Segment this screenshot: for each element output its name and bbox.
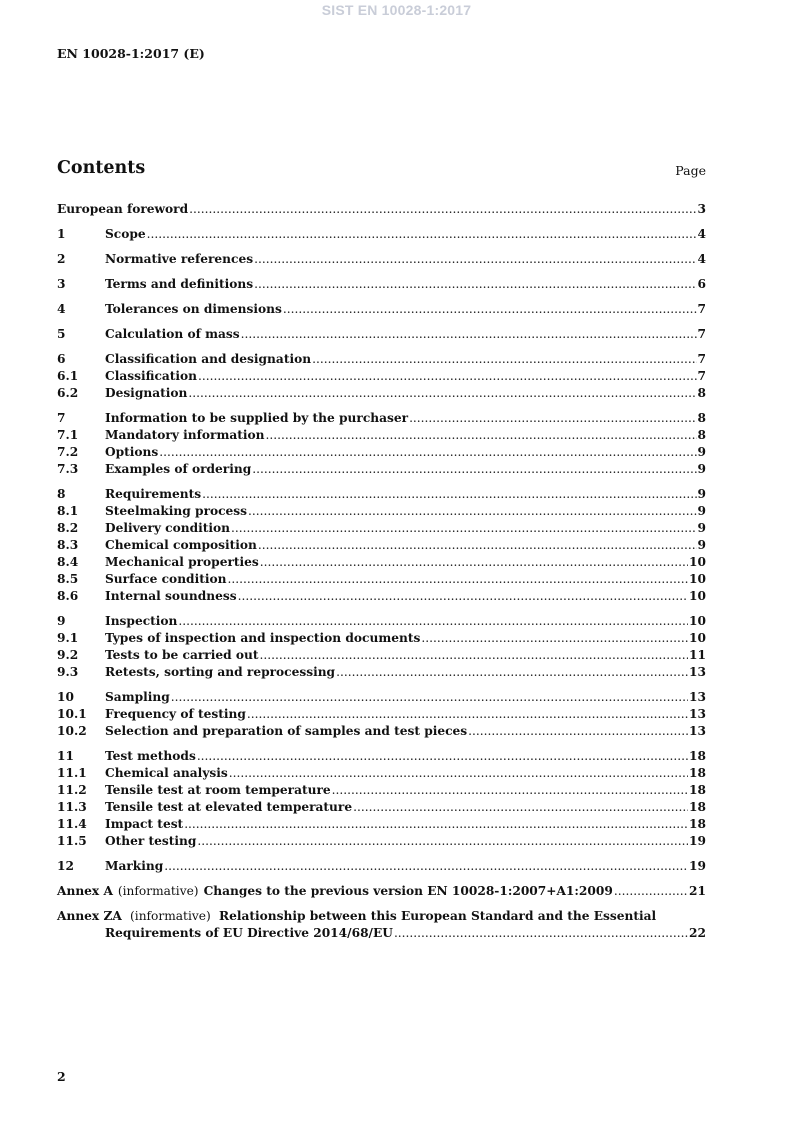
leader-dots (197, 748, 688, 765)
toc-entry[interactable] (57, 689, 706, 706)
table-of-contents (57, 201, 706, 942)
leader-dots (178, 613, 688, 630)
document-id: EN 10028-1:2017 (E) (57, 46, 205, 61)
leader-dots (254, 251, 696, 268)
toc-entry[interactable] (57, 816, 706, 833)
toc-entry[interactable] (57, 520, 706, 537)
toc-entry-title: Other testing (105, 834, 197, 848)
toc-entry-page: 10 (689, 631, 706, 645)
toc-entry-title: Normative references (105, 252, 254, 266)
toc-entry-number: 11.2 (57, 783, 87, 797)
annex-page: 22 (689, 926, 706, 940)
toc-entry[interactable] (57, 201, 706, 218)
toc-entry-number: 7 (57, 411, 66, 425)
toc-entry-page: 7 (697, 302, 706, 316)
annex-title-line2: Requirements of EU Directive 2014/68/EU (105, 926, 393, 940)
toc-entry-number: 8.6 (57, 589, 79, 603)
toc-entry-title: Impact test (105, 817, 184, 831)
toc-entry-page: 4 (697, 252, 706, 266)
toc-entry-number: 12 (57, 859, 74, 873)
toc-entry[interactable] (57, 799, 706, 816)
toc-entry-page: 11 (689, 648, 706, 662)
toc-entry-number: 7.3 (57, 462, 79, 476)
toc-entry-page: 6 (697, 277, 706, 291)
leader-dots (353, 799, 688, 816)
toc-entry-number: 5 (57, 327, 66, 341)
toc-entry-title: Calculation of mass (105, 327, 240, 341)
leader-dots (197, 833, 688, 850)
leader-dots (409, 410, 696, 427)
toc-entry-page: 13 (689, 707, 706, 721)
leader-dots (164, 858, 688, 875)
toc-entry-title: Internal soundness (105, 589, 237, 603)
toc-entry-page: 18 (689, 766, 706, 780)
toc-entry-title: Retests, sorting and reprocessing (105, 665, 336, 679)
toc-entry[interactable] (57, 368, 706, 385)
toc-entry-title: Mandatory information (105, 428, 265, 442)
leader-dots (468, 723, 688, 740)
toc-entry-title: Mechanical properties (105, 555, 259, 569)
toc-entry-page: 9 (697, 462, 706, 476)
toc-entry[interactable] (57, 226, 706, 243)
annex-title-line1: Relationship between this European Standard and the Essential (218, 909, 657, 923)
toc-entry[interactable] (57, 858, 706, 875)
leader-dots (241, 326, 697, 343)
toc-entry-number: 8 (57, 487, 66, 501)
page-number: 2 (57, 1069, 66, 1084)
toc-entry[interactable] (57, 301, 706, 318)
toc-entry[interactable] (57, 351, 706, 368)
leader-dots (266, 427, 697, 444)
toc-entry[interactable] (57, 588, 706, 605)
toc-entry-page: 9 (697, 538, 706, 552)
toc-entry-number: 10.1 (57, 707, 87, 721)
leader-dots (188, 385, 696, 402)
leader-dots (614, 883, 688, 900)
toc-entry-title: Designation (105, 386, 188, 400)
toc-entry-number: 9.2 (57, 648, 79, 662)
toc-entry[interactable] (57, 782, 706, 799)
toc-entry-number: 8.5 (57, 572, 79, 586)
toc-entry-title: Scope (105, 227, 146, 241)
leader-dots (229, 765, 688, 782)
toc-entry-title: Types of inspection and inspection documents (105, 631, 421, 645)
leader-dots (202, 486, 696, 503)
leader-dots (260, 554, 688, 571)
toc-entry-title: Tolerances on dimensions (105, 302, 282, 316)
leader-dots (184, 816, 688, 833)
toc-entry-number: 11.1 (57, 766, 87, 780)
toc-entry-number: 6.1 (57, 369, 79, 383)
toc-entry[interactable] (57, 723, 706, 740)
toc-entry[interactable] (57, 326, 706, 343)
toc-entry-title: Tensile test at elevated temperature (105, 800, 353, 814)
leader-dots (248, 503, 696, 520)
toc-entry-page: 13 (689, 690, 706, 704)
toc-entry[interactable] (57, 706, 706, 723)
toc-entry-page: 4 (697, 227, 706, 241)
toc-entry-title: Classification and designation (105, 352, 312, 366)
annex-kind: (informative) (117, 884, 199, 898)
toc-entry-page: 13 (689, 665, 706, 679)
toc-entry-page: 19 (689, 859, 706, 873)
annex-za-entry[interactable] (57, 908, 706, 942)
toc-entry-number: 7.2 (57, 445, 79, 459)
toc-entry-title: Surface condition (105, 572, 227, 586)
toc-entry-page: 3 (697, 202, 706, 216)
toc-entry-title: Frequency of testing (105, 707, 246, 721)
toc-entry-number: 2 (57, 252, 66, 266)
toc-entry-number: 9.3 (57, 665, 79, 679)
toc-entry[interactable] (57, 554, 706, 571)
toc-entry[interactable] (57, 410, 706, 427)
toc-entry-title: Inspection (105, 614, 178, 628)
contents-title: Contents (57, 158, 146, 178)
toc-entry-title: Test methods (105, 749, 196, 763)
toc-entry-page: 8 (697, 386, 706, 400)
toc-entry-number: 8.1 (57, 504, 79, 518)
toc-entry-number: 9.1 (57, 631, 79, 645)
toc-entry[interactable] (57, 503, 706, 520)
toc-entry-page: 10 (689, 572, 706, 586)
leader-dots (159, 444, 696, 461)
leader-dots (147, 226, 697, 243)
toc-entry-title: Chemical composition (105, 538, 257, 552)
annex-label: Annex A (57, 884, 113, 898)
toc-entry-page: 10 (689, 589, 706, 603)
toc-entry-page: 8 (697, 411, 706, 425)
annex-a-entry[interactable] (57, 883, 706, 900)
toc-entry-number: 8.4 (57, 555, 79, 569)
leader-dots (231, 520, 697, 537)
toc-entry-page: 7 (697, 369, 706, 383)
leader-dots (336, 664, 688, 681)
toc-entry[interactable] (57, 613, 706, 630)
annex-title: Changes to the previous version EN 10028-1:2007+A1:2009 (203, 884, 613, 898)
toc-entry-page: 18 (689, 783, 706, 797)
toc-entry-title: Tests to be carried out (105, 648, 259, 662)
toc-entry-number: 4 (57, 302, 66, 316)
toc-entry-title: Tensile test at room temperature (105, 783, 331, 797)
toc-entry-page: 9 (697, 504, 706, 518)
toc-entry-title: Options (105, 445, 159, 459)
toc-entry-page: 10 (689, 555, 706, 569)
toc-entry-number: 11.3 (57, 800, 87, 814)
toc-entry-number: 6 (57, 352, 66, 366)
toc-entry-number: 3 (57, 277, 66, 291)
toc-entry-page: 9 (697, 487, 706, 501)
toc-entry-page: 7 (697, 352, 706, 366)
toc-entry[interactable] (57, 664, 706, 681)
leader-dots (227, 571, 688, 588)
leader-dots (247, 706, 688, 723)
toc-entry-number: 10 (57, 690, 74, 704)
leader-dots (171, 689, 688, 706)
toc-entry[interactable] (57, 765, 706, 782)
toc-entry[interactable] (57, 537, 706, 554)
leader-dots (238, 588, 688, 605)
toc-entry-title: Terms and definitions (105, 277, 254, 291)
toc-entry-title: Steelmaking process (105, 504, 248, 518)
toc-entry-title: Delivery condition (105, 521, 230, 535)
toc-entry-page: 7 (697, 327, 706, 341)
leader-dots (421, 630, 688, 647)
annex-page: 21 (689, 884, 706, 898)
toc-entry-title: Examples of ordering (105, 462, 252, 476)
toc-entry[interactable] (57, 444, 706, 461)
leader-dots (189, 201, 696, 218)
toc-entry[interactable] (57, 571, 706, 588)
toc-entry-title: Sampling (105, 690, 170, 704)
toc-entry[interactable] (57, 427, 706, 444)
toc-entry-title: Marking (105, 859, 164, 873)
toc-entry-number: 11.4 (57, 817, 87, 831)
leader-dots (198, 368, 697, 385)
toc-entry-title: Classification (105, 369, 198, 383)
toc-entry-number: 10.2 (57, 724, 87, 738)
toc-entry-page: 13 (689, 724, 706, 738)
toc-entry-number: 11.5 (57, 834, 87, 848)
toc-entry[interactable] (57, 630, 706, 647)
leader-dots (332, 782, 688, 799)
toc-entry-title: Information to be supplied by the purchaser (105, 411, 409, 425)
toc-entry-page: 10 (689, 614, 706, 628)
toc-entry-page: 8 (697, 428, 706, 442)
toc-entry-title: European foreword (57, 202, 189, 216)
toc-entry[interactable] (57, 647, 706, 664)
watermark: SIST EN 10028-1:2017 (321, 2, 472, 18)
annex-kind: (informative) (130, 909, 211, 923)
toc-entry-number: 11 (57, 749, 74, 763)
toc-entry-title: Requirements (105, 487, 202, 501)
toc-entry[interactable] (57, 748, 706, 765)
toc-entry[interactable] (57, 486, 706, 503)
toc-entry-page: 18 (689, 800, 706, 814)
leader-dots (259, 647, 688, 664)
toc-entry-title: Selection and preparation of samples and test pieces (105, 724, 468, 738)
toc-entry-number: 1 (57, 227, 66, 241)
toc-entry[interactable] (57, 833, 706, 850)
annex-label: Annex ZA (57, 909, 122, 923)
toc-entry[interactable] (57, 461, 706, 478)
toc-entry-page: 19 (689, 834, 706, 848)
toc-entry-page: 18 (689, 749, 706, 763)
page-column-label: Page (675, 163, 706, 178)
toc-entry-title: Chemical analysis (105, 766, 228, 780)
leader-dots (254, 276, 696, 293)
toc-entry-number: 7.1 (57, 428, 79, 442)
toc-entry-page: 9 (697, 445, 706, 459)
leader-dots (394, 925, 688, 942)
toc-entry-number: 8.3 (57, 538, 79, 552)
toc-entry-number: 8.2 (57, 521, 79, 535)
toc-entry-page: 18 (689, 817, 706, 831)
leader-dots (252, 461, 696, 478)
toc-entry-number: 6.2 (57, 386, 79, 400)
toc-entry[interactable] (57, 276, 706, 293)
toc-entry[interactable] (57, 251, 706, 268)
leader-dots (283, 301, 697, 318)
leader-dots (312, 351, 696, 368)
toc-entry[interactable] (57, 385, 706, 402)
leader-dots (258, 537, 697, 554)
toc-entry-page: 9 (697, 521, 706, 535)
toc-entry-number: 9 (57, 614, 66, 628)
